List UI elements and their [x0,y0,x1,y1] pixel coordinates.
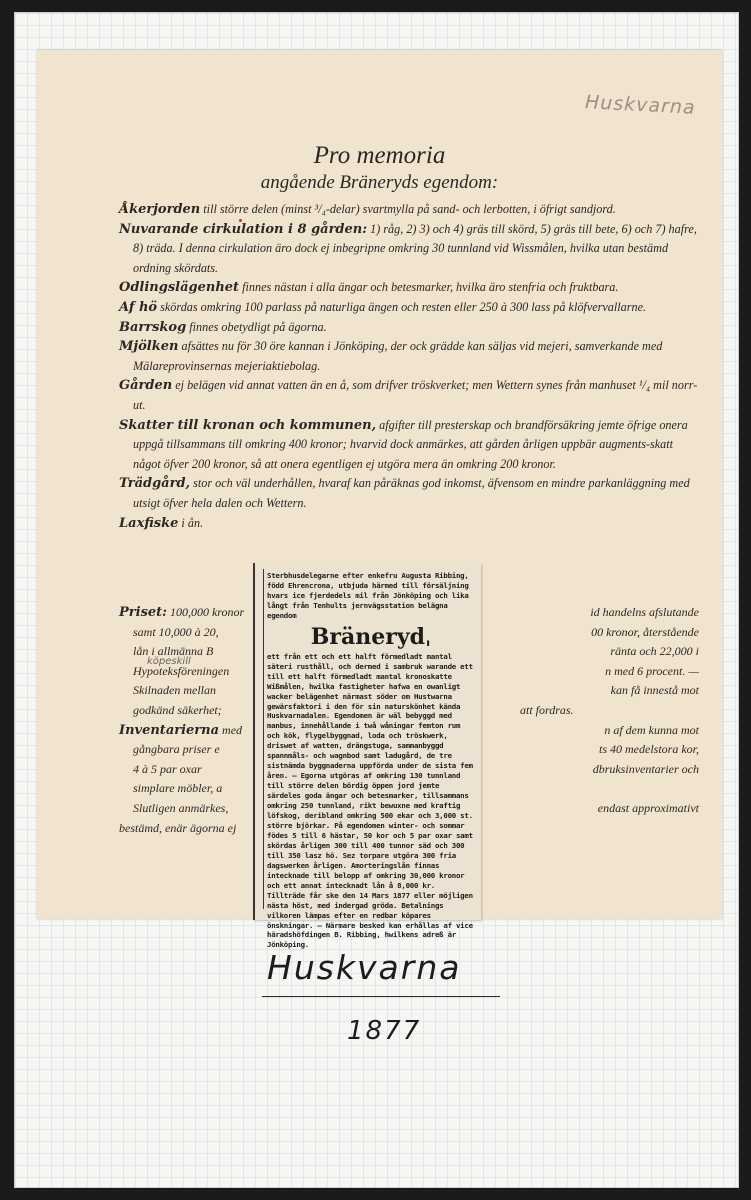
text-row: godkänd säkerhet; att fordras. [133,702,574,717]
handwritten-margin-note: köpeskill [147,656,191,667]
memo-subtitle: angående Bräneryds egendom: [260,172,499,193]
paragraph: Odlingslägenhet finnes nästan i alla ängar och betesmarker, hvilka äro stenfria och fruktbara. [119,280,619,296]
clipping-body: ett från ett och ett halft förmedladt mantal säteri rusthåll, och dermed i sambruk warande ett till ett halft förmedladt mantal kronoskatte Wißmålen, hwilka fastigheter hafwa en owanligt wacker belägenhet närmast söder om Hustwarna gewärsfaktori i den för sin naturskönhet kända Huskvarnadalen. Egendomen är wäl bebyggd med manbus, innehållande i twå wåningar femton rum och kök, flygelbyggnad, loda och tröskwerk, driswet af watten, drängstuga, sammanbyggd spannmåls- och wagnbod samt ladugård, de tre sistnämda byggnaderna uppförda under de sista fem åren. — Egorna utgöras af omkring 130 tunnland till större delen bördig öppen jord jemte särdeles goda ängar och betesmarker, tillsammans omkring 250 tunnland, rikt bewuxne med kraftig löfskog, deribland omkring 500 ekar och 3,000 st. större björkar. På egendomen winter- och sommar födes 5 till 6 hästar, 50 kor och 5 par oxar samt skördas årligen 300 till 400 tunnor säd och 300 till 350 lasz hö. Sez torpare utgöra 300 fria dagswerken årligen. Amorteringslån finnas intecknade till belopp af omkring 30,000 kronor och ett annat intecknadt lån å 8,000 kr. Tillträde får ske den 14 Mars 1877 eller möjligen nästa höst, med indergad gröda. Betalnings vilkoren lämpas efter en redbar köpares önskningar. — Närmare besked kan erhållas af vice häradshöfdingen B. Ribbing, hwilkens adreß är Jönköping. [267,651,473,950]
text-row: Priset: 100,000 kronor id handelns afslutande [119,605,699,620]
paragraph: Skatter till kronan och kommunen, afgifter till presterskap och brandförsäkring jemte öfrige onera uppgå tillsammans till omkring 400 kronor; hvarvid dock anmärkes, att gården årligen uppbär augments-skatt något öfver 200 kronor, så att onera egentligen ej utgöra mera än omkring 200 kronor. [119,417,688,471]
text-row: gångbara priser e ts 40 medelstora kor, [133,742,699,757]
text-row: simplare möbler, a [133,781,223,796]
paragraph: Gården ej belägen vid annat vatten än en å, som drifver tröskverket; men Wettern synes från manhuset ¹/₄ mil norr-ut. [119,378,698,412]
text-row: Hypoteksföreningen n med 6 procent. — [133,663,699,678]
paragraph: Åkerjorden till större delen (minst ³/₄-delar) svartmylla på sand- och lerbotten, i öfrigt sandjord. [119,202,616,217]
paragraph: Barrskog finnes obetydligt på ägorna. [119,319,327,335]
text-row: bestämd, enär ägorna ej [119,820,237,835]
text-row: Slutligen anmärkes, endast approximativt [133,800,699,815]
handwritten-year: 1877 [347,1016,422,1046]
text-row: samt 10,000 à 20, 00 kronor, återstående [133,624,699,639]
newspaper-clipping [253,563,481,950]
paragraph: Mjölken afsättes nu för 30 öre kannan i Jönköping, der ock grädde kan säljas vid mejeri, samverkande med Mälareprovinsernas mejeriaktiebolag. [119,339,663,373]
paragraph: Af hö skördas omkring 100 parlass på naturliga ängen och resten eller 250 à 300 lass på klöfvervallarne. [119,299,647,315]
text-row: Inventarierna med n af dem kunna mot [119,722,699,738]
paragraph: Nuvarande cirkulation i 8 gården: 1) råg, 2) 3) och 4) gräs till skörd, 5) gräs till bete, 6) och 7) hafre, 8) träda. I denna cirkulation äro dock ej inbegripne omkring 30 tunnland vid Wissmålen, hvilka utan bestämd ordning skördats. [119,221,697,275]
corner-pencil-note: Huskvarna [584,91,697,119]
memo-body [119,200,699,533]
clipping-intro: Sterbhusdelegarne efter enkefru Augusta Ribbing, född Ehrencrona, utbjuda härmed till försäljning hvars ice fjerdedels mil från Jönköping och lika långt från Tenhults jernvägsstation belägna egendom [267,571,469,620]
clipping-title: Bränerydˌ [310,623,432,650]
paragraph: Trädgård, stor och väl underhållen, hvaraf kan påräknas god inkomst, äfvensom en mindre parkanläggning med utsigt öfver hela dalen och Wettern. [119,476,690,510]
archive-sheet [14,12,739,1188]
handwritten-place-name: Huskvarna [267,948,462,987]
memo-title: Pro memoria [313,142,446,169]
text-row: lån i allmänna B ränta och 22,000 i [133,644,699,659]
paragraph: Laxfiske i ån. [119,515,204,531]
text-row: 4 à 5 par oxar dbruksinventarier och [133,761,699,776]
clipping-rule [263,569,264,909]
handwritten-underline [262,996,500,997]
text-row: Skilnaden mellan kan få innestå mot [133,683,699,698]
